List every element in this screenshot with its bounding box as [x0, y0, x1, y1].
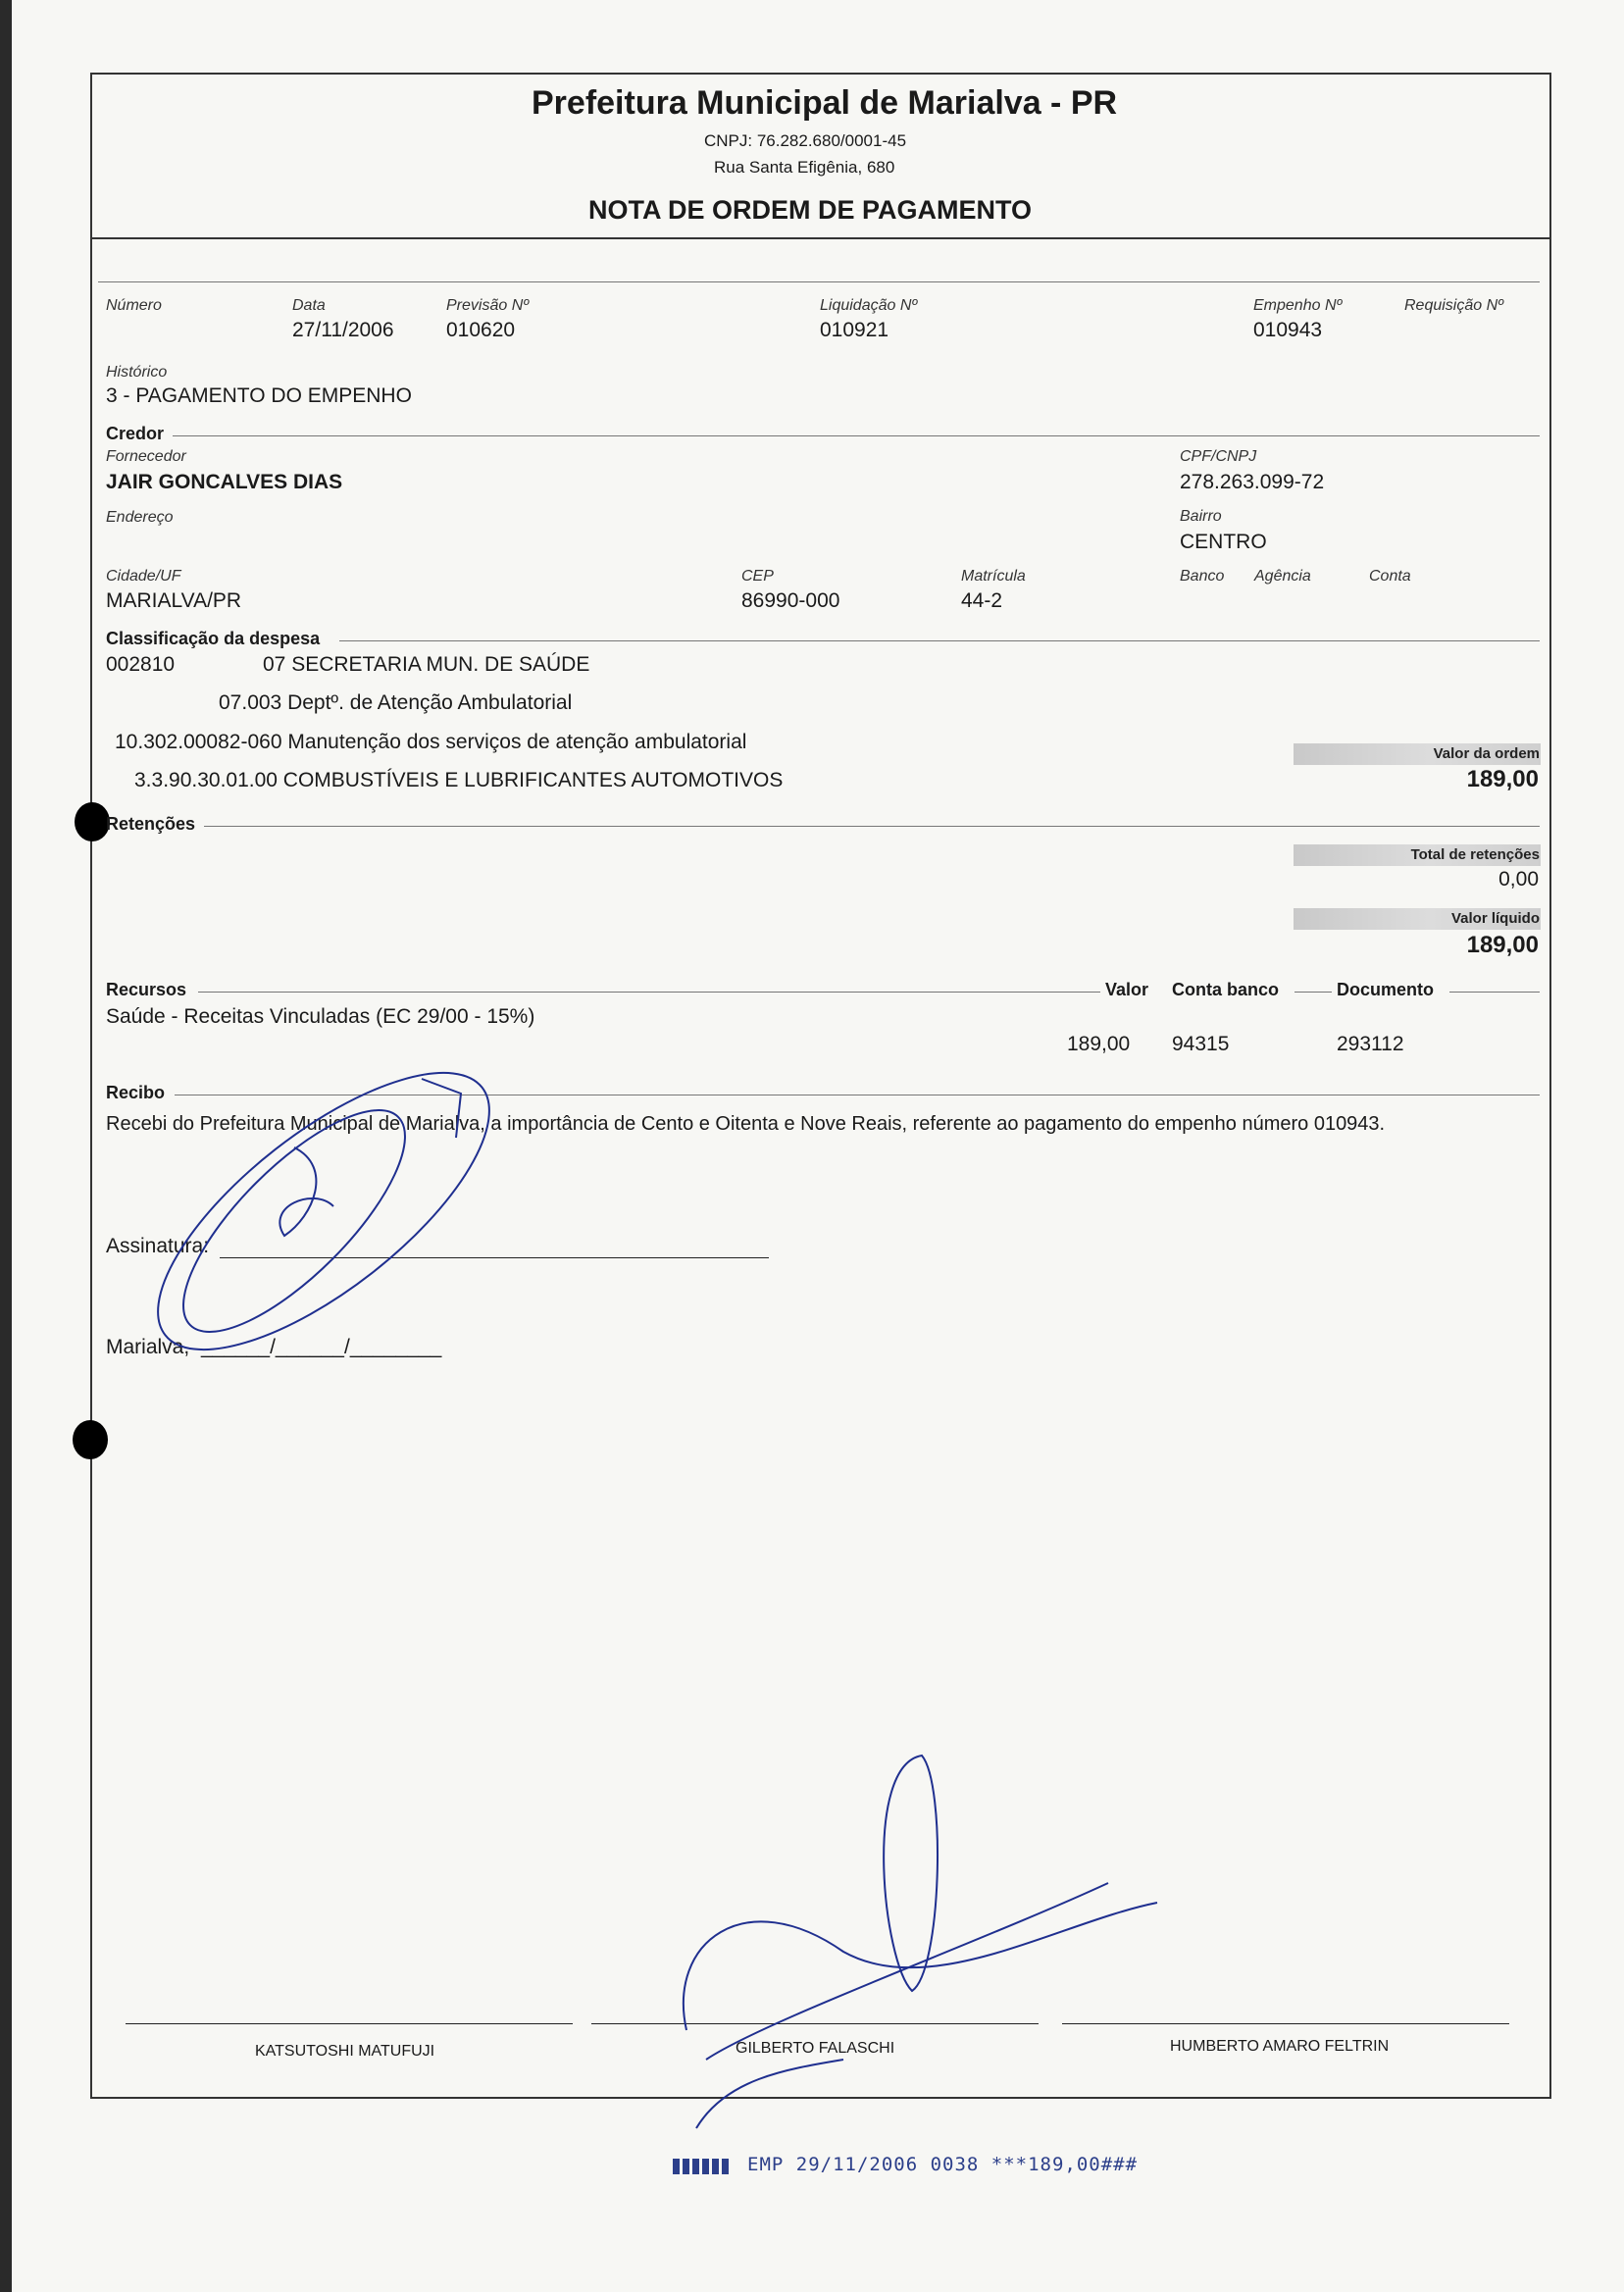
recursos-section: Recursos [106, 980, 187, 999]
bairro-value: CENTRO [1180, 531, 1267, 553]
previsao-value: 010620 [446, 319, 516, 341]
total-retencoes-label: Total de retenções [1410, 846, 1540, 863]
date-blanks: ______/______/________ [201, 1336, 442, 1358]
banco-label: Banco [1180, 568, 1225, 585]
bairro-label: Bairro [1180, 508, 1222, 525]
signature-stroke-5 [706, 1883, 1108, 2060]
cidade-label: Cidade/UF [106, 568, 181, 585]
recibo-text: Recebi do Prefeitura Municipal de Marialva, a importância de Cento e Oitenta e Nove Reais, referente ao pagamento do empenho número 010943. [106, 1113, 1386, 1135]
matricula-label: Matrícula [961, 568, 1026, 585]
cpf-label: CPF/CNPJ [1180, 448, 1257, 465]
address-text: Rua Santa Efigênia, 680 [714, 158, 895, 177]
endereco-label: Endereço [106, 509, 174, 526]
signatario-2: GILBERTO FALASCHI [736, 2040, 895, 2057]
cidade-value: MARIALVA/PR [106, 589, 242, 612]
signature-loop-1 [117, 1026, 531, 1398]
stamp-text: EMP 29/11/2006 0038 ***189,00### [747, 2154, 1139, 2175]
recursos-valor-label: Valor [1105, 980, 1149, 999]
classificacao-section: Classificação da despesa [106, 629, 321, 648]
fornecedor-value: JAIR GONCALVES DIAS [106, 471, 343, 493]
signature-stroke-4 [884, 1756, 938, 1991]
empenho-label: Empenho Nº [1253, 297, 1343, 314]
agencia-label: Agência [1254, 568, 1311, 585]
page-title: Prefeitura Municipal de Marialva - PR [532, 84, 1118, 122]
cpf-value: 278.263.099-72 [1180, 471, 1325, 493]
local-label: Marialva, [106, 1336, 190, 1358]
historico-value: 3 - PAGAMENTO DO EMPENHO [106, 384, 412, 407]
fornecedor-label: Fornecedor [106, 448, 186, 465]
valor-ordem-value: 189,00 [1466, 766, 1539, 792]
signatario-3: HUMBERTO AMARO FELTRIN [1170, 2038, 1390, 2055]
documento-value: 293112 [1337, 1033, 1404, 1055]
signature-stroke-6 [696, 2060, 843, 2128]
documento-label: Documento [1337, 980, 1434, 999]
retencoes-section: Retenções [106, 814, 196, 834]
signature-stroke-1 [279, 1147, 333, 1236]
previsao-label: Previsão Nº [446, 297, 530, 314]
requisicao-label: Requisição Nº [1404, 297, 1503, 314]
data-value: 27/11/2006 [292, 319, 394, 341]
cep-label: CEP [741, 568, 774, 585]
signature-stroke-3 [684, 1903, 1157, 2030]
liquidacao-label: Liquidação Nº [820, 297, 918, 314]
signature-loop-2 [152, 1079, 436, 1363]
conta-label: Conta [1369, 568, 1411, 585]
conta-banco-value: 94315 [1172, 1033, 1230, 1055]
cep-value: 86990-000 [741, 589, 840, 612]
assinatura-label: Assinatura: [106, 1235, 210, 1257]
cnpj-text: CNPJ: 76.282.680/0001-45 [704, 131, 907, 150]
recibo-section: Recibo [106, 1083, 166, 1102]
historico-label: Histórico [106, 364, 168, 381]
departamento-text: 07.003 Deptº. de Atenção Ambulatorial [219, 691, 573, 714]
matricula-value: 44-2 [961, 589, 1003, 612]
conta-banco-label: Conta banco [1172, 980, 1280, 999]
empenho-value: 010943 [1253, 319, 1323, 341]
liquidacao-value: 010921 [820, 319, 889, 341]
credor-section: Credor [106, 424, 165, 443]
signature-stroke-2 [422, 1079, 461, 1138]
total-retencoes-value: 0,00 [1498, 868, 1539, 891]
programa-text: 10.302.00082-060 Manutenção dos serviços de atenção ambulatorial [115, 731, 747, 753]
document-title: NOTA DE ORDEM DE PAGAMENTO [588, 195, 1033, 225]
valor-liquido-label: Valor líquido [1450, 910, 1540, 927]
signatario-1: KATSUTOSHI MATUFUJI [255, 2043, 435, 2060]
secretaria-text: 07 SECRETARIA MUN. DE SAÚDE [263, 653, 590, 676]
recursos-valor: 189,00 [1067, 1033, 1131, 1055]
recursos-descricao: Saúde - Receitas Vinculadas (EC 29/00 - 15%) [106, 1005, 535, 1028]
numero-label: Número [106, 297, 162, 314]
valor-ordem-label: Valor da ordem [1433, 745, 1540, 762]
classificacao-code: 002810 [106, 653, 176, 676]
elemento-text: 3.3.90.30.01.00 COMBUSTÍVEIS E LUBRIFICANTES AUTOMOTIVOS [134, 769, 784, 791]
valor-liquido-value: 189,00 [1466, 932, 1539, 958]
data-label: Data [292, 297, 326, 314]
